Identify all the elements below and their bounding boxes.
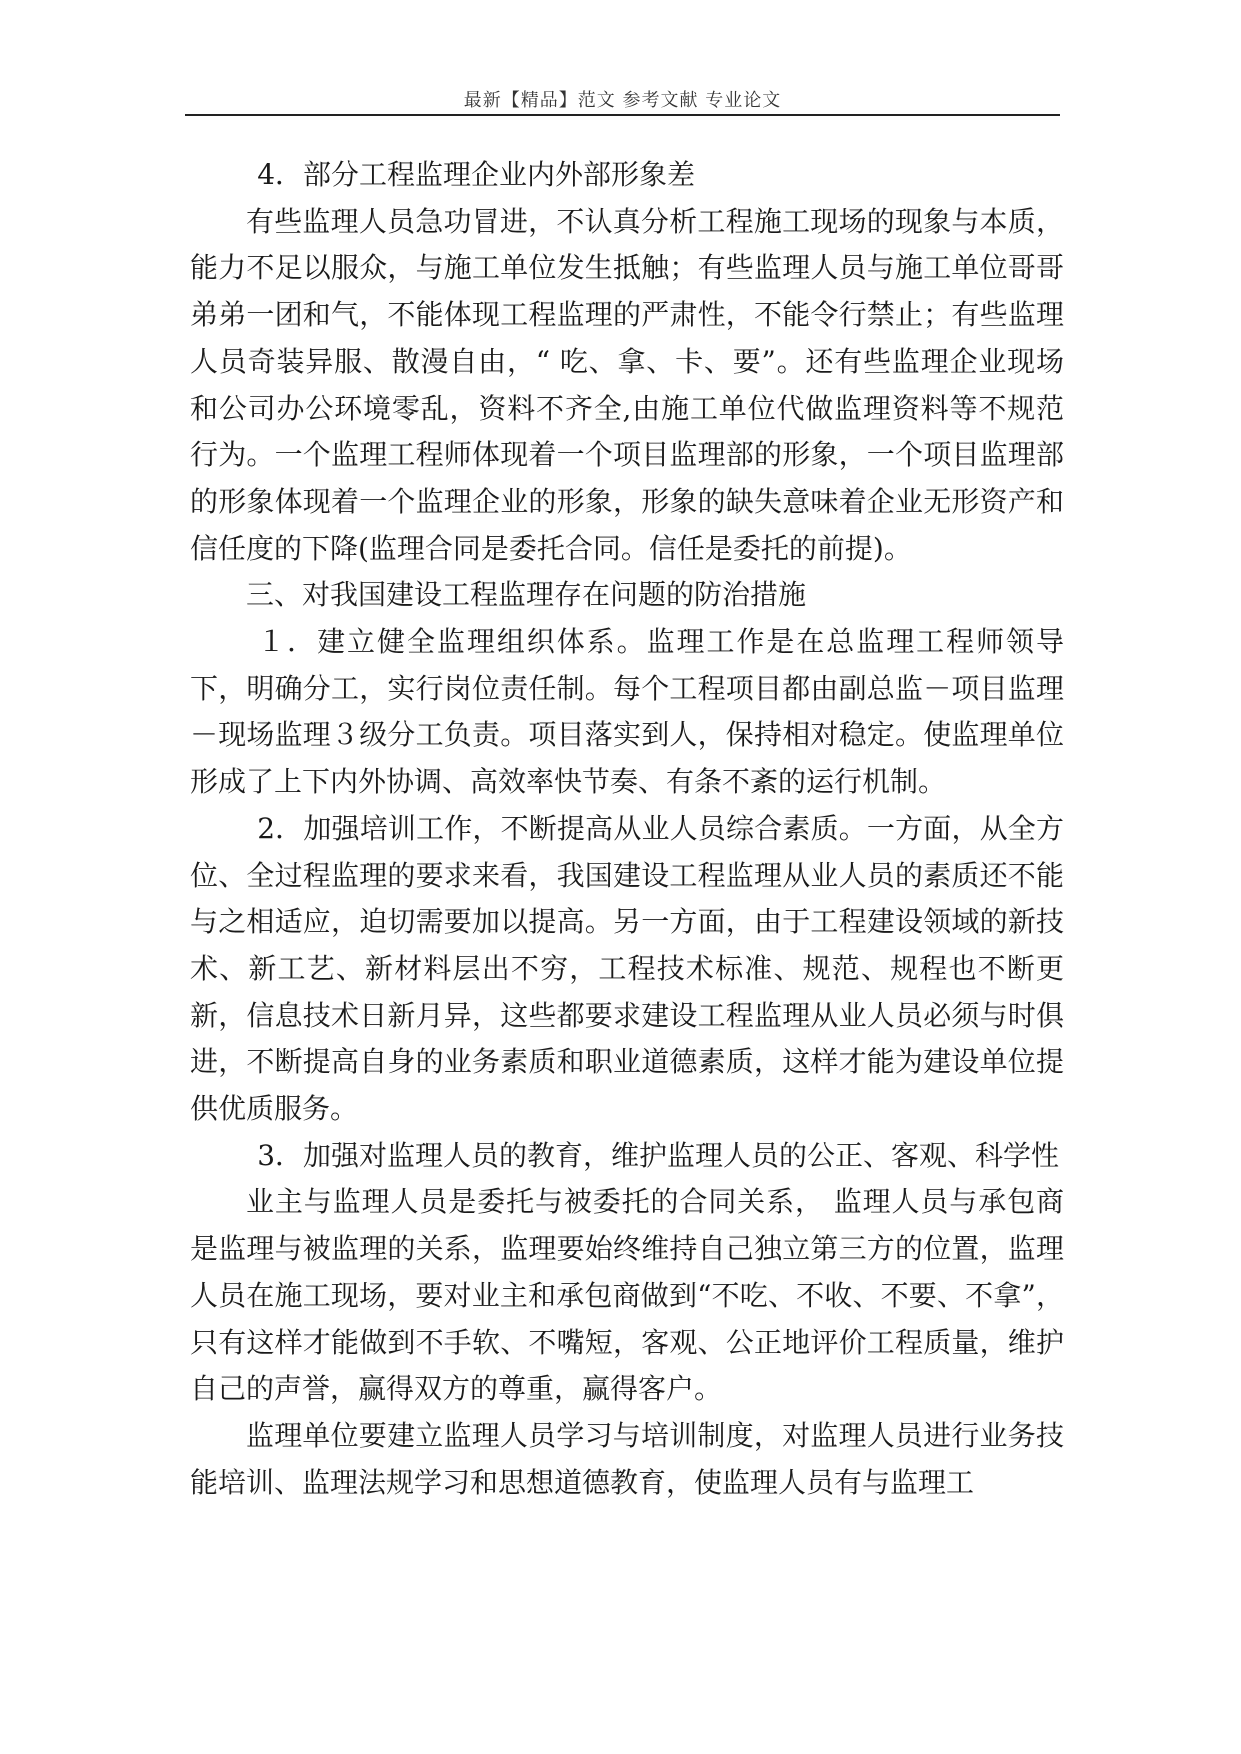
paragraph-owner-relationship: 业主与监理人员是委托与被委托的合同关系， 监理人员与承包商是监理与被监理的关系，监理要始终维持自己独立第三方的位置，监理人员在施工现场，要对业主和承包商做到“不吃、不收、不要、不拿”，只有这样才能做到不手软、不嘴短，客观、公正地评价工程质量，维护自己的声誉，赢得双方的尊重，赢得客户。 [190, 1185, 1064, 1406]
paragraph-measure-2: 2．加强培训工作，不断提高从业人员综合素质。一方面，从全方位、全过程监理的要求来看，我国建设工程监理从业人员的素质还不能与之相适应，迫切需要加以提高。另一方面，由于工程建设领域的新技术、新工艺、新材料层出不穷，工程技术标准、规范、规程也不断更新，信息技术日新月异，这些都要求建设工程监理从业人员必须与时俱进，不断提高自身的业务素质和职业道德素质，这样才能为建设单位提供优质服务。 [190, 811, 1064, 1126]
section-heading-4: 4．部分工程监理企业内外部形象差 [257, 158, 696, 191]
document-body [190, 152, 1064, 1506]
header-divider [185, 114, 1060, 116]
paragraph-measure-3-heading: 3．加强对监理人员的教育，维护监理人员的公正、客观、科学性 [257, 1138, 1060, 1172]
paragraph-image-problems: 有些监理人员急功冒进，不认真分析工程施工现场的现象与本质，能力不足以服众，与施工单位发生抵触；有些监理人员与施工单位哥哥弟弟一团和气，不能体现工程监理的严肃性，不能令行禁止；有些监理人员奇装异服、散漫自由，“ 吃、拿、卡、要”。还有些监理企业现场和公司办公环境零乱，资料不齐全,由施工单位代做监理资料等不规范行为。一个监理工程师体现着一个项目监理部的形象，一个项目监理部的形象体现着一个监理企业的形象，形象的缺失意味着企业无形资产和信任度的下降(监理合同是委托合同。信任是委托的前提)。 [190, 204, 1064, 565]
page-header: 最新【精品】范文 参考文献 专业论文 [463, 90, 782, 111]
paragraph-training-system: 监理单位要建立监理人员学习与培训制度，对监理人员进行业务技能培训、监理法规学习和思想道德教育，使监理人员有与监理工 [190, 1418, 1064, 1499]
paragraph-measure-1: １．建立健全监理组织体系。监理工作是在总监理工程师领导下，明确分工，实行岗位责任制。每个工程项目都由副总监－项目监理－现场监理３级分工负责。项目落实到人，保持相对稳定。使监理单位形成了上下内外协调、高效率快节奏、有条不紊的运行机制。 [190, 625, 1064, 799]
section-heading-three: 三、对我国建设工程监理存在问题的防治措施 [246, 578, 807, 612]
